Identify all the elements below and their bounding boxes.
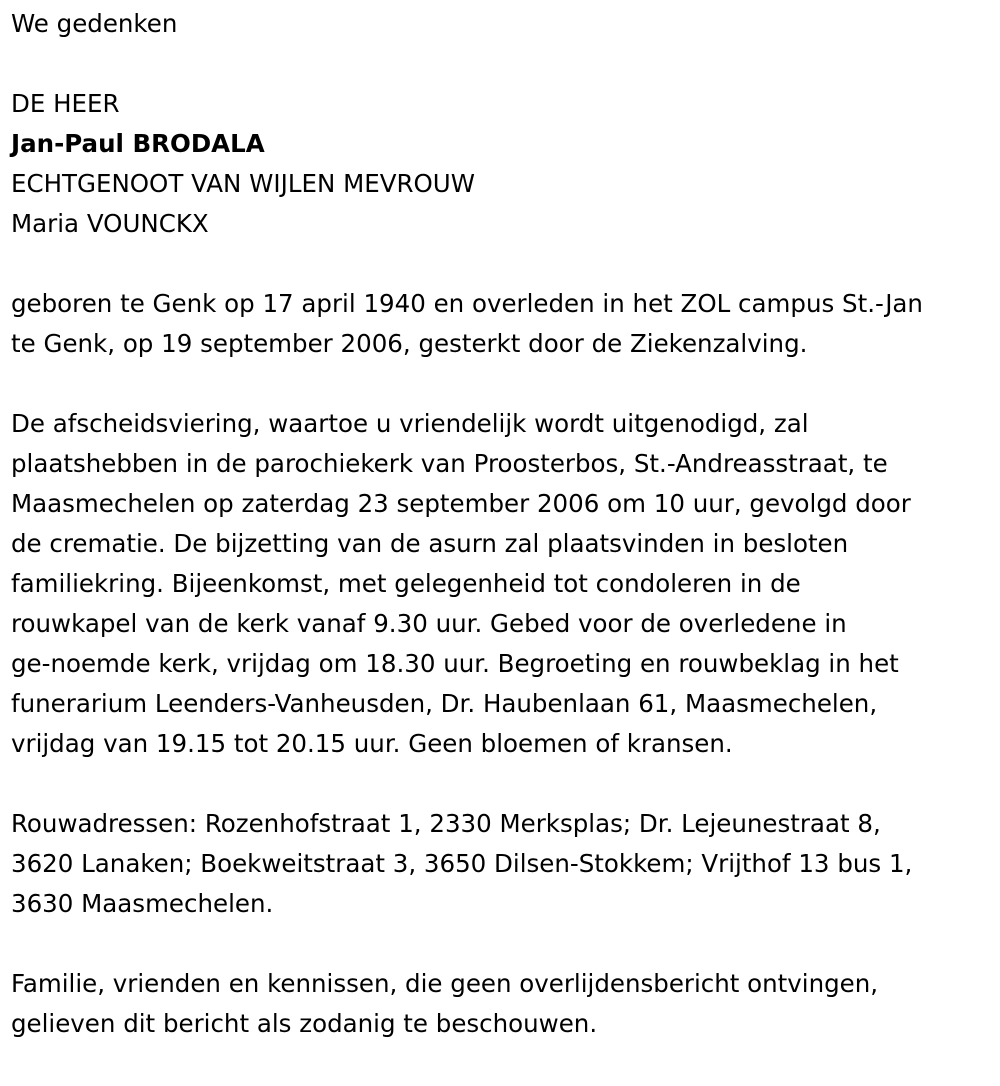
title-text: DE HEER <box>11 89 120 118</box>
deceased-name: Jan-Paul BRODALA <box>11 129 265 158</box>
paragraph-line: Familie, vrienden en kennissen, die geen overlijdensbericht ontvingen, <box>11 969 879 998</box>
closing-paragraph <box>11 964 991 1044</box>
paragraph-line: familiekring. Bijeenkomst, met gelegenheid tot condoleren in de <box>11 569 801 598</box>
birth-death-paragraph <box>11 284 991 364</box>
relation-text: ECHTGENOOT VAN WIJLEN MEVROUW <box>11 169 475 198</box>
addresses-paragraph <box>11 804 991 924</box>
paragraph-line: funerarium Leenders-Vanheusden, Dr. Haubenlaan 61, Maasmechelen, <box>11 689 878 718</box>
paragraph-line: geboren te Genk op 17 april 1940 en overleden in het ZOL campus St.-Jan <box>11 289 923 318</box>
paragraph-line: 3630 Maasmechelen. <box>11 889 274 918</box>
paragraph-line: 3620 Lanaken; Boekweitstraat 3, 3650 Dilsen-Stokkem; Vrijthof 13 bus 1, <box>11 849 913 878</box>
intro-text: We gedenken <box>11 9 178 38</box>
paragraph-line: te Genk, op 19 september 2006, gesterkt door de Ziekenzalving. <box>11 329 808 358</box>
spouse-name: Maria VOUNCKX <box>11 209 209 238</box>
obituary-notice <box>11 4 991 1044</box>
paragraph-line: rouwkapel van de kerk vanaf 9.30 uur. Gebed voor de overledene in <box>11 609 847 638</box>
paragraph-line: de crematie. De bijzetting van de asurn zal plaatsvinden in besloten <box>11 529 849 558</box>
paragraph-line: Rouwadressen: Rozenhofstraat 1, 2330 Merksplas; Dr. Lejeunestraat 8, <box>11 809 881 838</box>
paragraph-line: vrijdag van 19.15 tot 20.15 uur. Geen bloemen of kransen. <box>11 729 733 758</box>
paragraph-line: ge-noemde kerk, vrijdag om 18.30 uur. Begroeting en rouwbeklag in het <box>11 649 899 678</box>
ceremony-paragraph <box>11 404 991 764</box>
paragraph-line: Maasmechelen op zaterdag 23 september 2006 om 10 uur, gevolgd door <box>11 489 911 518</box>
paragraph-line: De afscheidsviering, waartoe u vriendelijk wordt uitgenodigd, zal <box>11 409 809 438</box>
paragraph-line: gelieven dit bericht als zodanig te beschouwen. <box>11 1009 598 1038</box>
paragraph-line: plaatshebben in de parochiekerk van Proosterbos, St.-Andreasstraat, te <box>11 449 888 478</box>
